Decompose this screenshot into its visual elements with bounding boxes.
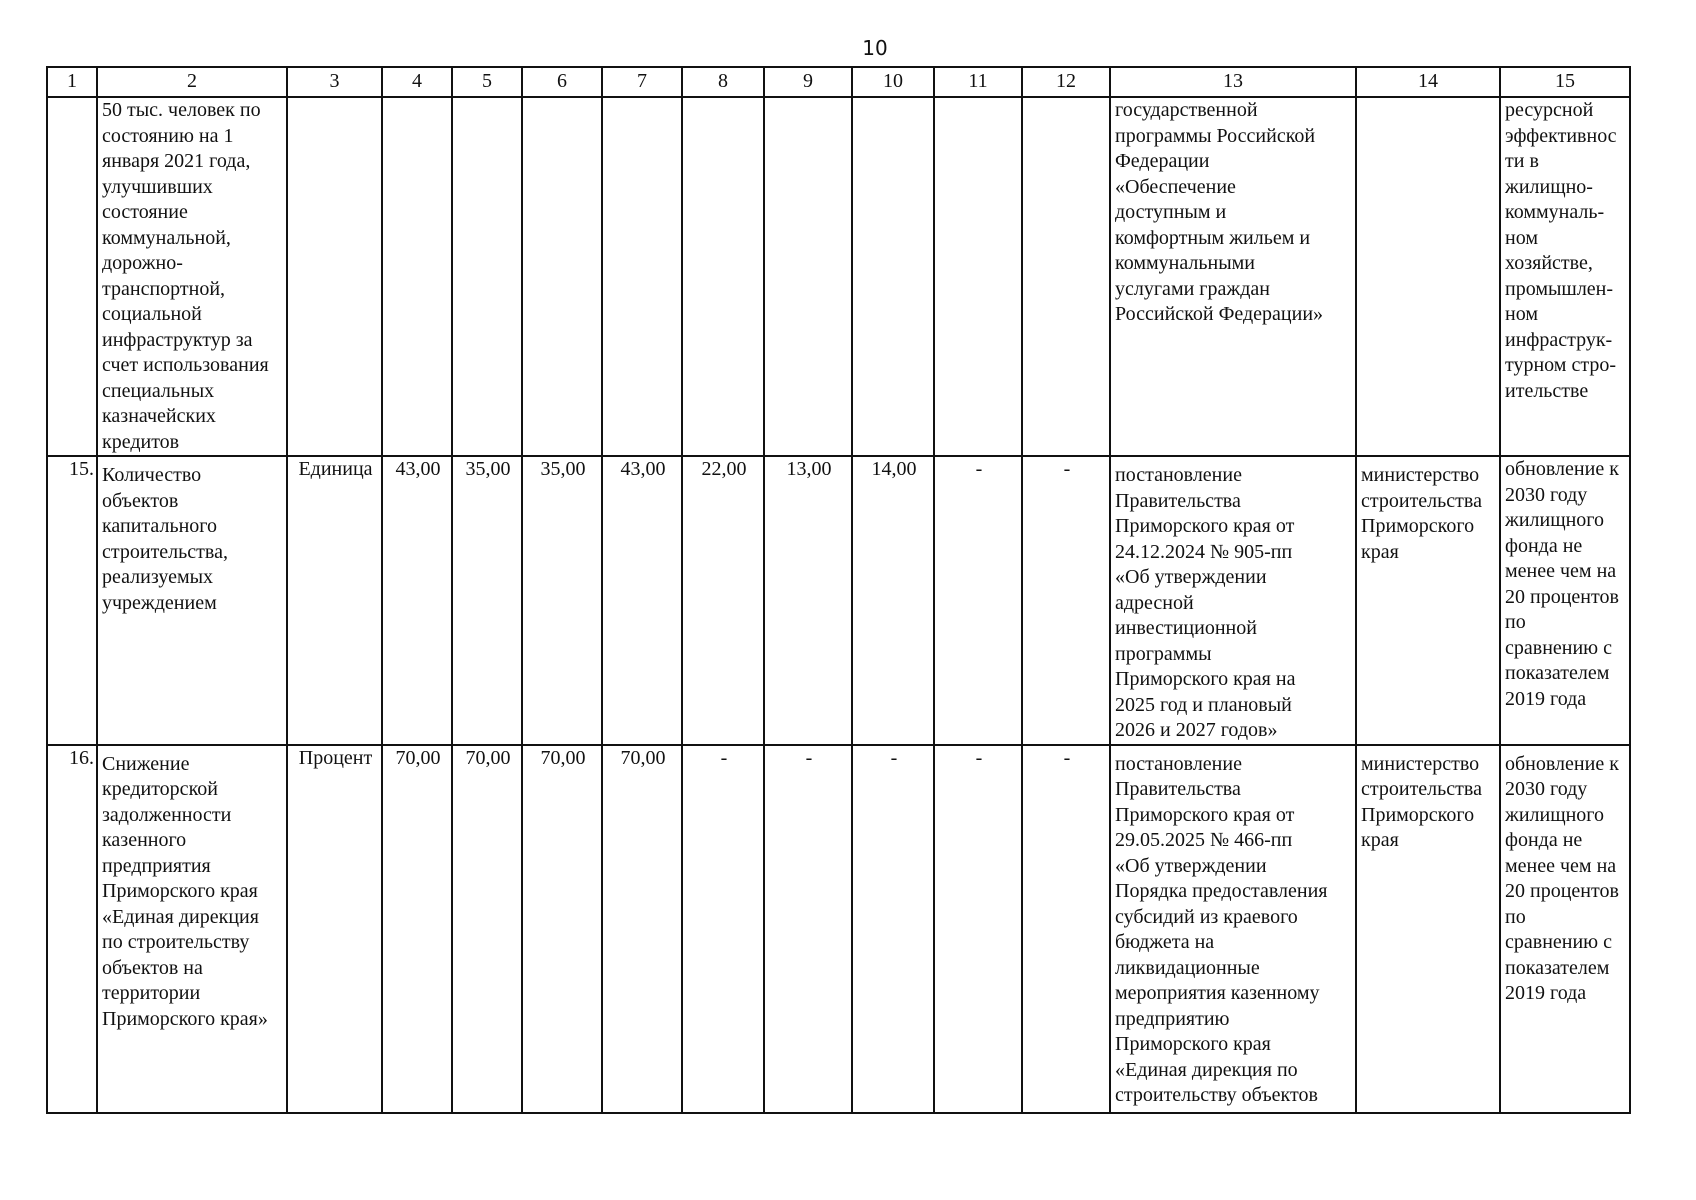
header-col-2: 2 bbox=[97, 67, 287, 97]
responsible-body bbox=[1356, 97, 1500, 456]
page-number: 10 bbox=[862, 36, 888, 60]
table-row bbox=[47, 745, 1630, 1113]
responsible-body: министерство строительства Приморского края bbox=[1356, 456, 1500, 745]
value-col-6: 70,00 bbox=[522, 745, 602, 1113]
value-col-8 bbox=[682, 97, 764, 456]
value-col-6 bbox=[522, 97, 602, 456]
value-col-5 bbox=[452, 97, 522, 456]
value-col-7: 70,00 bbox=[602, 745, 682, 1113]
value-col-12: - bbox=[1022, 745, 1110, 1113]
row-number: 16. bbox=[47, 745, 97, 1113]
value-col-12 bbox=[1022, 97, 1110, 456]
value-col-10: 14,00 bbox=[852, 456, 934, 745]
value-col-11: - bbox=[934, 456, 1022, 745]
value-col-8: - bbox=[682, 745, 764, 1113]
goal-link: обновление к 2030 году жилищного фонда не менее чем на 20 процентов по сравнению с показателем 2019 года bbox=[1500, 745, 1630, 1113]
header-col-10: 10 bbox=[852, 67, 934, 97]
value-col-4: 43,00 bbox=[382, 456, 452, 745]
value-col-11 bbox=[934, 97, 1022, 456]
responsible-body: министерство строительства Приморского края bbox=[1356, 745, 1500, 1113]
value-col-5: 35,00 bbox=[452, 456, 522, 745]
unit: Единица bbox=[287, 456, 382, 745]
goal-link: ресурсной эффективнос ти в жилищно- коммуналь- ном хозяйстве, промышлен- ном инфраструк- турном стро- ительстве bbox=[1500, 97, 1630, 456]
value-col-10 bbox=[852, 97, 934, 456]
value-col-11: - bbox=[934, 745, 1022, 1113]
goal-link: обновление к 2030 году жилищного фонда не менее чем на 20 процентов по сравнению с показателем 2019 года bbox=[1500, 456, 1630, 745]
indicator-name: Снижение кредиторской задолженности казенного предприятия Приморского края «Единая дирекция по строительству объектов на территории Приморского края» bbox=[97, 745, 287, 1113]
header-col-14: 14 bbox=[1356, 67, 1500, 97]
header-col-6: 6 bbox=[522, 67, 602, 97]
row-number: 15. bbox=[47, 456, 97, 745]
value-col-8: 22,00 bbox=[682, 456, 764, 745]
indicator-name: Количество объектов капитального строительства, реализуемых учреждением bbox=[97, 456, 287, 745]
value-col-6: 35,00 bbox=[522, 456, 602, 745]
row-number bbox=[47, 97, 97, 456]
value-col-9: 13,00 bbox=[764, 456, 852, 745]
value-col-4 bbox=[382, 97, 452, 456]
header-col-15: 15 bbox=[1500, 67, 1630, 97]
legal-basis: постановление Правительства Приморского края от 29.05.2025 № 466-пп «Об утверждении Порядка предоставления субсидий из краевого бюджета на ликвидационные мероприятия казенному предприятию Приморского края «Единая дирекция по строительству объектов bbox=[1110, 745, 1356, 1113]
header-col-3: 3 bbox=[287, 67, 382, 97]
value-col-9: - bbox=[764, 745, 852, 1113]
legal-basis: государственной программы Российской Федерации «Обеспечение доступным и комфортным жильем и коммунальными услугами граждан Российской Федерации» bbox=[1110, 97, 1356, 456]
table-row bbox=[47, 456, 1630, 745]
unit: Процент bbox=[287, 745, 382, 1113]
indicators-table bbox=[46, 66, 1631, 1114]
header-col-13: 13 bbox=[1110, 67, 1356, 97]
value-col-10: - bbox=[852, 745, 934, 1113]
header-col-12: 12 bbox=[1022, 67, 1110, 97]
header-col-7: 7 bbox=[602, 67, 682, 97]
indicator-name: 50 тыс. человек по состоянию на 1 января 2021 года, улучшивших состояние коммунальной, дорожно- транспортной, социальной инфраструктур за счет использования специальных казначейских кредитов bbox=[97, 97, 287, 456]
header-col-9: 9 bbox=[764, 67, 852, 97]
unit bbox=[287, 97, 382, 456]
value-col-5: 70,00 bbox=[452, 745, 522, 1113]
header-col-1: 1 bbox=[47, 67, 97, 97]
header-col-5: 5 bbox=[452, 67, 522, 97]
value-col-9 bbox=[764, 97, 852, 456]
value-col-7: 43,00 bbox=[602, 456, 682, 745]
header-col-11: 11 bbox=[934, 67, 1022, 97]
value-col-12: - bbox=[1022, 456, 1110, 745]
value-col-4: 70,00 bbox=[382, 745, 452, 1113]
header-col-4: 4 bbox=[382, 67, 452, 97]
value-col-7 bbox=[602, 97, 682, 456]
header-row bbox=[47, 67, 1630, 97]
table-row bbox=[47, 97, 1630, 456]
legal-basis: постановление Правительства Приморского края от 24.12.2024 № 905-пп «Об утверждении адресной инвестиционной программы Приморского края на 2025 год и плановый 2026 и 2027 годов» bbox=[1110, 456, 1356, 745]
header-col-8: 8 bbox=[682, 67, 764, 97]
